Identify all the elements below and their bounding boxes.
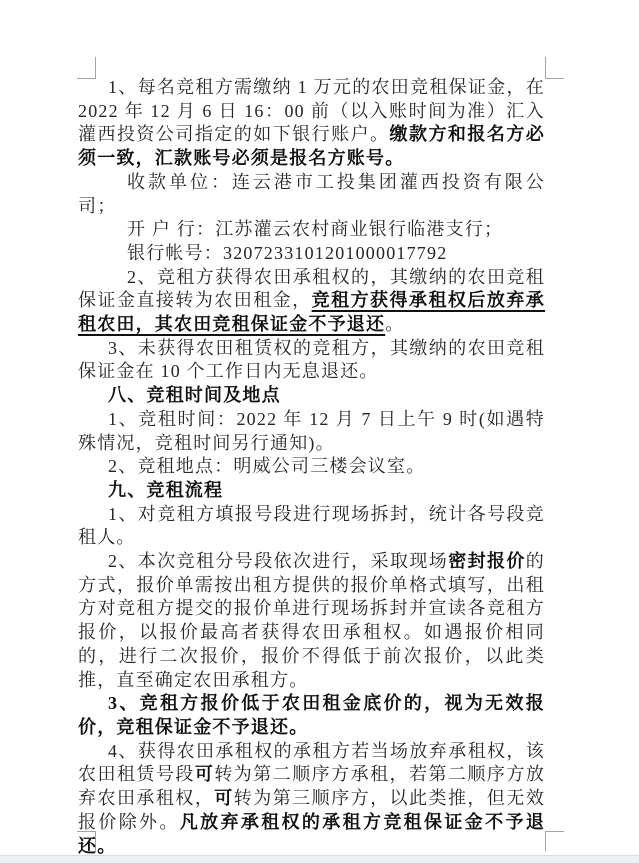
text-run: 开 户 行：江苏灌云农村商业银行临港支行；	[127, 219, 504, 240]
text-run: 缴款方和报名方必须一致，汇款账号必须是报名方账号。	[78, 124, 545, 169]
paragraph	[78, 479, 545, 503]
text-run: 2、竞租方获得农田承租权的，其缴纳的农田竞租保证金直接转为农田租金，	[78, 266, 545, 311]
document-body	[78, 76, 545, 858]
text-run: 1、每名竞租方需缴纳 1 万元的农田竞租保证金，在 2022 年 12 月 6 日 16：00 前（以入账时间为准）汇入灌西投资公司指定的如下银行账户。	[78, 77, 545, 145]
text-run: 3、竞租方报价低于农田租金底价的，视为无效报价，竞租保证金不予退还。	[78, 693, 545, 737]
paragraph	[78, 550, 545, 692]
text-run: 3、未获得农田租赁权的竞租方，其缴纳的农田竞租保证金在 10 个工作日内无息退还。	[78, 337, 545, 382]
text-run: 4、获得农田承租权的承租方若当场放弃承租权，该农田租赁号段	[78, 740, 545, 785]
paragraph	[78, 242, 545, 266]
paragraph	[78, 337, 545, 384]
text-run: 凡放弃承租权的承租方竞租保证金不予退还。	[78, 811, 545, 856]
text-run: 1、对竞租方填报号段进行现场拆封，统计各号段竞租人。	[78, 503, 545, 548]
text-run: 银行帐号：3207233101201000017792	[127, 242, 448, 263]
text-run: 竞租方获得承租权后放弃承租农田，其农田竞租保证金不予退还	[78, 290, 545, 335]
text-run: 八、竞租时间及地点	[108, 385, 281, 406]
paragraph	[78, 266, 545, 337]
text-run: 1、竞租时间：2022 年 12 月 7 日上午 9 时(如遇特殊情况，竞租时间另行通知)。	[78, 408, 545, 453]
text-run: 2、本次竞租分号段依次进行，采取现场	[108, 551, 449, 572]
paragraph	[78, 503, 545, 550]
text-run: 转为第三顺序方，以此类推，但无效报价除外。	[78, 788, 546, 832]
text-run: 密封报价	[448, 551, 526, 572]
page-bottom-edge	[0, 855, 639, 863]
paragraph	[78, 384, 545, 408]
text-run: 收款单位：连云港市工投集团灌西投资有限公司；	[78, 171, 545, 216]
paragraph	[78, 408, 545, 455]
text-run: 的方式，报价单需按出租方提供的报价单格式填写，出租方对竞租方提交的报价单进行现场拆封并宣读各竞租方报价，以报价最高者获得农田承租权。如遇报价相同的，进行二次报价，报价不得低于前次报价，以此类推，直至确定农田承租方。	[78, 551, 545, 690]
text-run: 九、竞租流程	[108, 479, 224, 500]
text-boundary-mark-top-right	[545, 57, 564, 79]
paragraph	[78, 740, 545, 859]
text-boundary-mark-bottom-right	[545, 831, 564, 851]
text-run: 可	[194, 764, 215, 785]
text-run: 转为第二顺序方承租，若第二顺序方放弃农田承租权，	[78, 764, 546, 809]
text-run: 2、竞租地点：明威公司三楼会议室。	[108, 456, 426, 477]
paragraph	[78, 76, 545, 171]
paragraph	[78, 692, 545, 739]
paragraph	[78, 218, 545, 242]
text-run: 。	[385, 314, 405, 335]
text-run: 可	[214, 788, 234, 809]
paragraph	[78, 171, 545, 218]
paragraph	[78, 455, 545, 479]
